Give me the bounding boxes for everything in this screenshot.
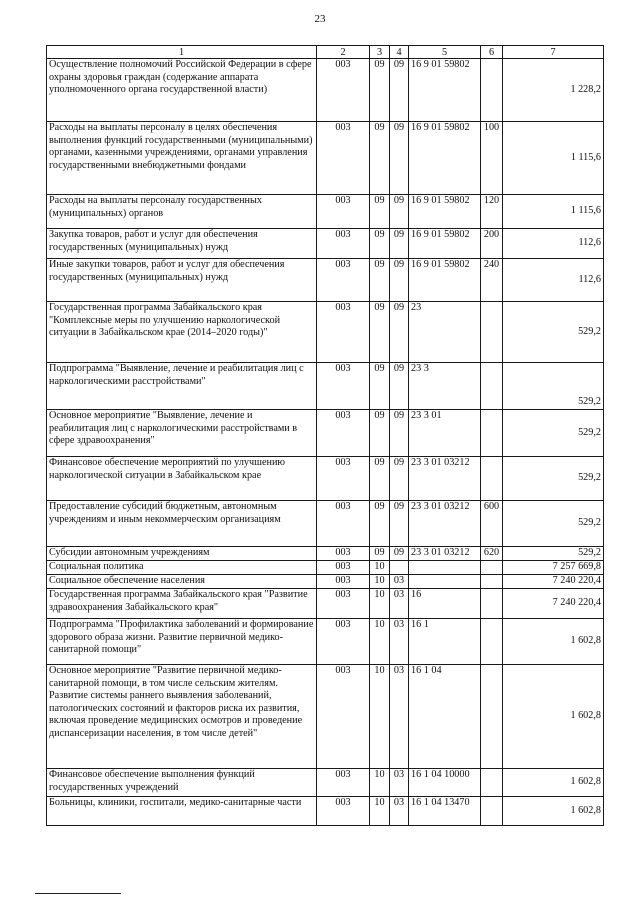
cell-subsection: 09: [390, 547, 409, 561]
cell-subsection: 09: [390, 501, 409, 547]
cell-section: 10: [370, 769, 390, 797]
cell-expense-type: [481, 665, 503, 769]
cell-amount: 1 602,8: [503, 665, 604, 769]
cell-section: 09: [370, 363, 390, 410]
cell-section: 10: [370, 619, 390, 665]
table-row: [47, 259, 604, 302]
cell-expense-type: [481, 410, 503, 457]
column-header: 2: [317, 46, 370, 59]
cell-subsection: 03: [390, 797, 409, 826]
table-row: [47, 619, 604, 665]
table-row: [47, 501, 604, 547]
table-row: [47, 302, 604, 363]
row-name: Финансовое обеспечение мероприятий по улучшению наркологической ситуации в Забайкальском крае: [47, 457, 317, 501]
cell-ministry: 003: [317, 59, 370, 122]
cell-section: 09: [370, 59, 390, 122]
table-row: [47, 769, 604, 797]
cell-expense-type: 600: [481, 501, 503, 547]
cell-target-article: 16 1 04: [409, 665, 481, 769]
row-name: Больницы, клиники, госпитали, медико-санитарные части: [47, 797, 317, 826]
column-header: 3: [370, 46, 390, 59]
column-header: 5: [409, 46, 481, 59]
cell-amount: 529,2: [503, 302, 604, 363]
cell-section: 09: [370, 302, 390, 363]
cell-amount: 1 115,6: [503, 122, 604, 195]
cell-section: 10: [370, 561, 390, 575]
column-header: 6: [481, 46, 503, 59]
cell-section: 09: [370, 195, 390, 229]
cell-section: 09: [370, 410, 390, 457]
cell-subsection: 09: [390, 59, 409, 122]
column-header: 1: [47, 46, 317, 59]
cell-section: 09: [370, 122, 390, 195]
table-row: [47, 229, 604, 259]
table-row: [47, 589, 604, 619]
table-row: [47, 410, 604, 457]
cell-ministry: 003: [317, 302, 370, 363]
table-row: [47, 575, 604, 589]
table-row: [47, 59, 604, 122]
cell-amount: 7 240 220,4: [503, 575, 604, 589]
cell-expense-type: [481, 302, 503, 363]
cell-amount: 1 115,6: [503, 195, 604, 229]
cell-expense-type: 240: [481, 259, 503, 302]
table-row: [47, 561, 604, 575]
cell-amount: 7 257 669,8: [503, 561, 604, 575]
cell-target-article: 16 1 04 13470: [409, 797, 481, 826]
cell-target-article: 23: [409, 302, 481, 363]
cell-ministry: 003: [317, 619, 370, 665]
row-name: Социальная политика: [47, 561, 317, 575]
cell-target-article: 23 3 01 03212: [409, 547, 481, 561]
cell-subsection: 09: [390, 457, 409, 501]
cell-expense-type: [481, 619, 503, 665]
table-row: [47, 363, 604, 410]
cell-subsection: 09: [390, 195, 409, 229]
cell-amount: 112,6: [503, 229, 604, 259]
cell-section: 09: [370, 229, 390, 259]
cell-ministry: 003: [317, 410, 370, 457]
cell-subsection: 03: [390, 769, 409, 797]
cell-amount: 1 602,8: [503, 769, 604, 797]
cell-expense-type: [481, 457, 503, 501]
row-name: Субсидии автономным учреждениям: [47, 547, 317, 561]
cell-expense-type: 620: [481, 547, 503, 561]
cell-amount: 1 228,2: [503, 59, 604, 122]
cell-subsection: [390, 561, 409, 575]
cell-target-article: 16 9 01 59802: [409, 259, 481, 302]
cell-amount: 1 602,8: [503, 797, 604, 826]
budget-table: [46, 45, 604, 826]
cell-target-article: 16: [409, 589, 481, 619]
cell-ministry: 003: [317, 122, 370, 195]
cell-expense-type: 100: [481, 122, 503, 195]
cell-subsection: 03: [390, 665, 409, 769]
row-name: Основное мероприятие "Развитие первичной медико-санитарной помощи, в том числе сельским жителям. Развитие системы раннего выявления заболеваний, патологических состояний и факторов риска их развития, включая проведение медицинских осмотров и проведение диспансеризации населения, в том числе детей": [47, 665, 317, 769]
cell-amount: 529,2: [503, 410, 604, 457]
row-name: Государственная программа Забайкальского края "Развитие здравоохранения Забайкальского края": [47, 589, 317, 619]
cell-subsection: 09: [390, 259, 409, 302]
cell-target-article: 23 3: [409, 363, 481, 410]
cell-subsection: 03: [390, 589, 409, 619]
row-name: Расходы на выплаты персоналу в целях обеспечения выполнения функций государственными (муниципальными) органами, казенными учреждениями, органами управления государственными внебюджетными фондами: [47, 122, 317, 195]
cell-target-article: 23 3 01 03212: [409, 457, 481, 501]
cell-amount: 529,2: [503, 501, 604, 547]
cell-ministry: 003: [317, 547, 370, 561]
cell-ministry: 003: [317, 457, 370, 501]
cell-expense-type: [481, 589, 503, 619]
table-row: [47, 665, 604, 769]
cell-ministry: 003: [317, 363, 370, 410]
cell-target-article: 16 1 04 10000: [409, 769, 481, 797]
cell-target-article: 16 9 01 59802: [409, 59, 481, 122]
cell-section: 10: [370, 589, 390, 619]
cell-section: 09: [370, 457, 390, 501]
row-name: Осуществление полномочий Российской Федерации в сфере охраны здоровья граждан (содержание аппарата уполномоченного органа государственной власти): [47, 59, 317, 122]
row-name: Предоставление субсидий бюджетным, автономным учреждениям и иным некоммерческим организациям: [47, 501, 317, 547]
cell-expense-type: [481, 797, 503, 826]
cell-subsection: 09: [390, 363, 409, 410]
table-row: [47, 122, 604, 195]
header-row: [47, 46, 604, 59]
cell-target-article: 23 3 01 03212: [409, 501, 481, 547]
cell-amount: 529,2: [503, 457, 604, 501]
row-name: Иные закупки товаров, работ и услуг для обеспечения государственных (муниципальных) нужд: [47, 259, 317, 302]
cell-expense-type: [481, 769, 503, 797]
row-name: Социальное обеспечение населения: [47, 575, 317, 589]
cell-subsection: 09: [390, 229, 409, 259]
row-name: Государственная программа Забайкальского края "Комплексные меры по улучшению наркологической ситуации в Забайкальском крае (2014–2020 годы)": [47, 302, 317, 363]
cell-section: 09: [370, 501, 390, 547]
cell-expense-type: [481, 363, 503, 410]
column-header: 7: [503, 46, 604, 59]
cell-section: 10: [370, 575, 390, 589]
table-row: [47, 797, 604, 826]
cell-ministry: 003: [317, 665, 370, 769]
cell-amount: 112,6: [503, 259, 604, 302]
cell-section: 10: [370, 665, 390, 769]
cell-target-article: 23 3 01: [409, 410, 481, 457]
cell-subsection: 09: [390, 410, 409, 457]
cell-ministry: 003: [317, 769, 370, 797]
cell-expense-type: 120: [481, 195, 503, 229]
table-row: [47, 195, 604, 229]
cell-section: 09: [370, 259, 390, 302]
cell-subsection: 03: [390, 575, 409, 589]
cell-ministry: 003: [317, 229, 370, 259]
cell-target-article: 16 1: [409, 619, 481, 665]
cell-amount: 529,2: [503, 547, 604, 561]
cell-ministry: 003: [317, 259, 370, 302]
cell-amount: 7 240 220,4: [503, 589, 604, 619]
cell-subsection: 09: [390, 122, 409, 195]
cell-amount: 529,2: [503, 363, 604, 410]
cell-subsection: 03: [390, 619, 409, 665]
footnote-divider: [35, 893, 121, 894]
cell-target-article: 16 9 01 59802: [409, 229, 481, 259]
row-name: Подпрограмма "Профилактика заболеваний и формирование здорового образа жизни. Развитие первичной медико-санитарной помощи": [47, 619, 317, 665]
cell-expense-type: [481, 561, 503, 575]
column-header: 4: [390, 46, 409, 59]
cell-ministry: 003: [317, 195, 370, 229]
cell-ministry: 003: [317, 575, 370, 589]
cell-target-article: [409, 561, 481, 575]
cell-ministry: 003: [317, 501, 370, 547]
row-name: Основное мероприятие "Выявление, лечение и реабилитация лиц с наркологическими расстройствами в сфере здравоохранения": [47, 410, 317, 457]
cell-expense-type: [481, 575, 503, 589]
cell-ministry: 003: [317, 589, 370, 619]
cell-ministry: 003: [317, 561, 370, 575]
row-name: Финансовое обеспечение выполнения функций государственных учреждений: [47, 769, 317, 797]
cell-expense-type: [481, 59, 503, 122]
row-name: Подпрограмма "Выявление, лечение и реабилитация лиц с наркологическими расстройствами": [47, 363, 317, 410]
cell-section: 09: [370, 547, 390, 561]
row-name: Закупка товаров, работ и услуг для обеспечения государственных (муниципальных) нужд: [47, 229, 317, 259]
cell-amount: 1 602,8: [503, 619, 604, 665]
cell-target-article: 16 9 01 59802: [409, 122, 481, 195]
cell-subsection: 09: [390, 302, 409, 363]
cell-target-article: 16 9 01 59802: [409, 195, 481, 229]
table-row: [47, 547, 604, 561]
table-row: [47, 457, 604, 501]
page-number: 23: [314, 13, 326, 25]
cell-section: 10: [370, 797, 390, 826]
row-name: Расходы на выплаты персоналу государственных (муниципальных) органов: [47, 195, 317, 229]
cell-target-article: [409, 575, 481, 589]
cell-expense-type: 200: [481, 229, 503, 259]
cell-ministry: 003: [317, 797, 370, 826]
